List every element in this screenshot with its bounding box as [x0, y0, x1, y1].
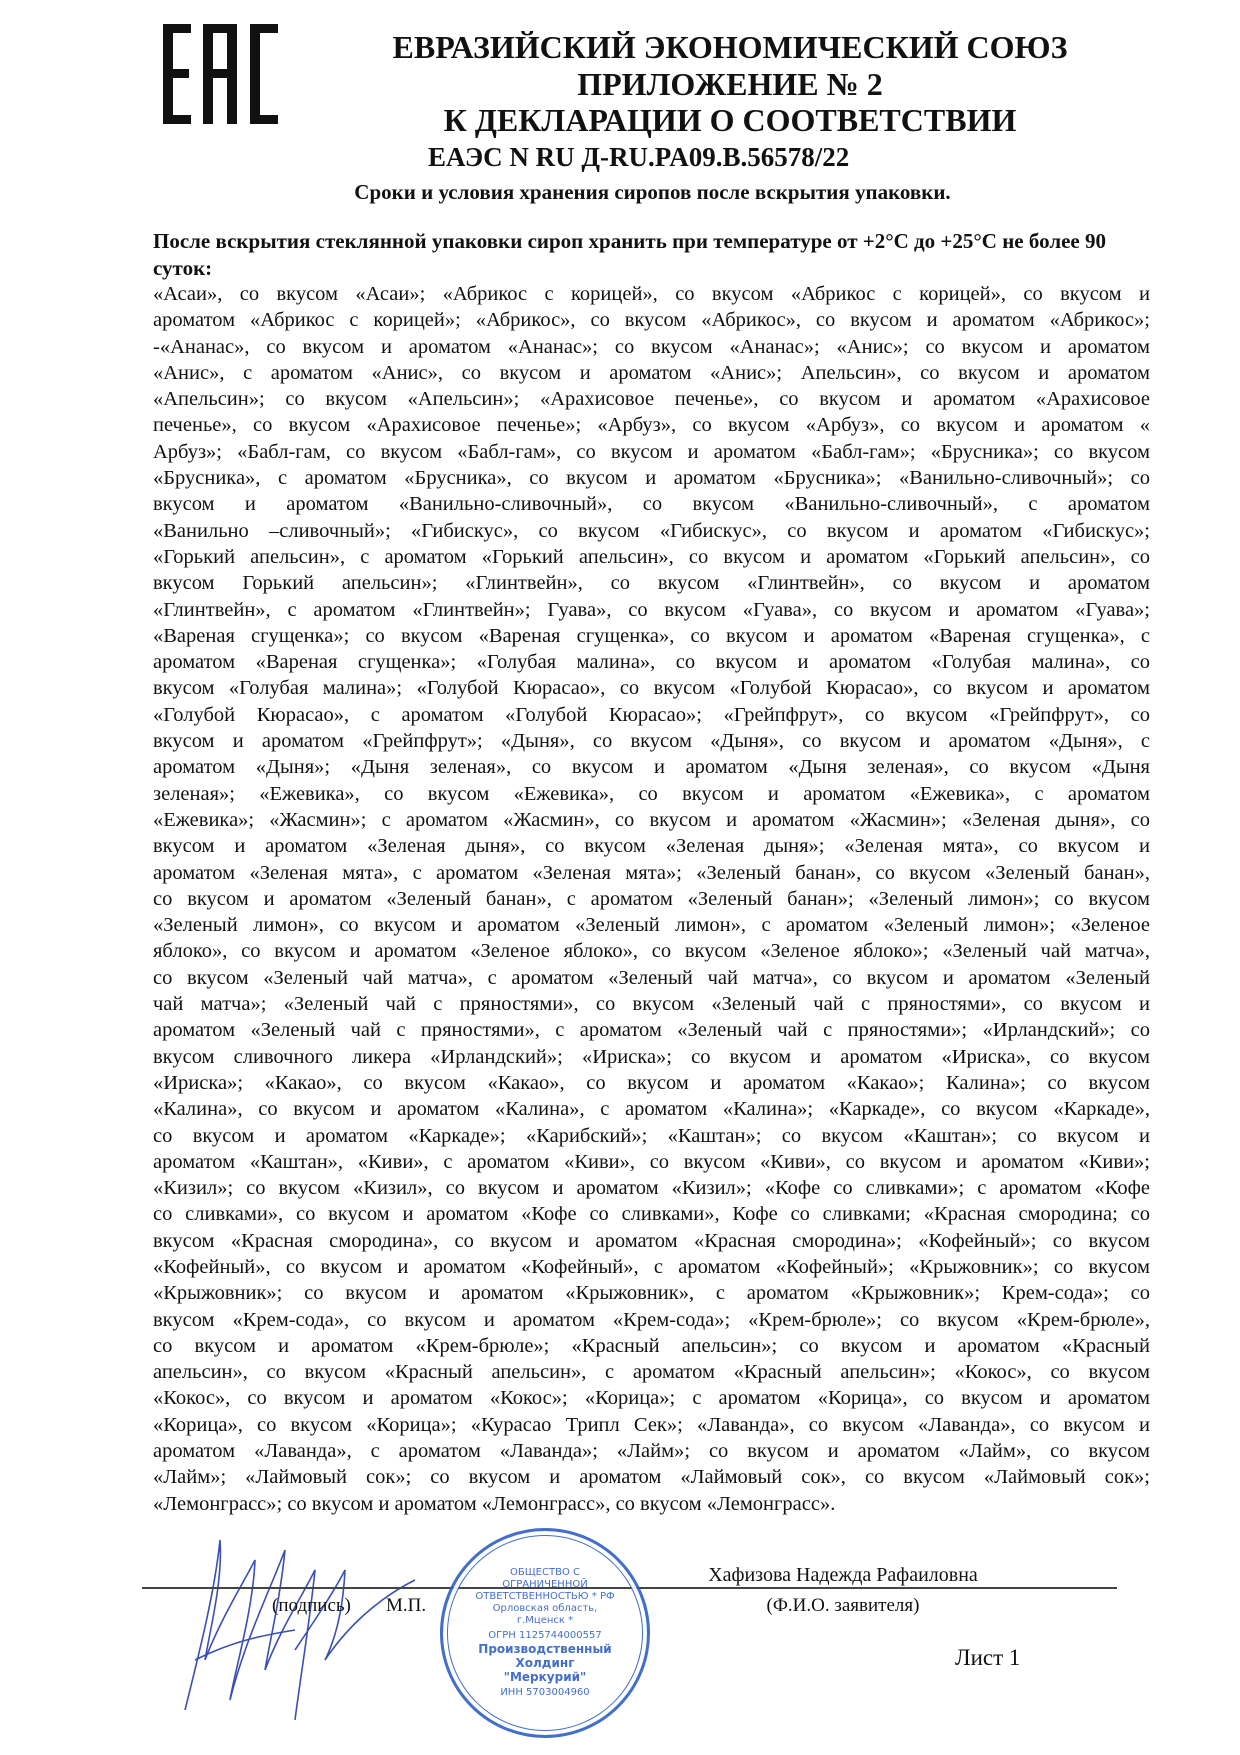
flavor-list-line: апельсин», со вкусом «Красный апельсин», с ароматом «Красный апельсин»; «Кокос», со вкусом	[153, 1361, 1150, 1384]
flavor-list-line: со сливками», со вкусом и ароматом «Кофе со сливками», Кофе со сливками; «Красная смородина; со	[153, 1203, 1150, 1226]
stamp-ogrn: ОГРН 1125744000557	[488, 1630, 602, 1641]
flavor-list-line: «Апельсин»; со вкусом «Апельсин»; «Арахисовое печенье», со вкусом и ароматом «Арахисовое	[153, 388, 1150, 411]
flavor-list-line: «Асаи», со вкусом «Асаи»; «Абрикос с корицей», со вкусом «Абрикос с корицей», со вкусом и	[153, 283, 1150, 305]
flavor-list-line: яблоко», со вкусом и ароматом «Зеленое яблоко», со вкусом «Зеленое яблоко»; «Зеленый чай матча»,	[153, 940, 1150, 963]
flavor-list-line: «Вареная сгущенка»; со вкусом «Вареная сгущенка», со вкусом и ароматом «Вареная сгущенка», с	[153, 624, 1150, 647]
document-content	[153, 228, 1150, 1517]
flavor-list-line: ароматом «Зеленая мята», с ароматом «Зеленая мята»; «Зеленый банан», со вкусом «Зеленый банан»,	[153, 861, 1150, 884]
flavor-list-line: ароматом «Вареная сгущенка»; «Голубая малина», со вкусом и ароматом «Голубая малина», со	[153, 651, 1150, 674]
flavor-list-line: «Ириска»; «Какао», со вкусом «Какао», со вкусом и ароматом «Какао»; Калина»; со вкусом	[153, 1071, 1150, 1094]
flavor-list-line: вкусом и ароматом «Зеленая дыня», со вкусом «Зеленая дыня»; «Зеленая мята», со вкусом и	[153, 835, 1150, 858]
stamp-place-label: М.П.	[386, 1595, 427, 1616]
flavor-list-line: ароматом «Дыня»; «Дыня зеленая», со вкусом и ароматом «Дыня зеленая», со вкусом «Дыня	[153, 756, 1150, 779]
flavor-list-line: со вкусом и ароматом «Зеленый банан», с ароматом «Зеленый банан»; «Зеленый лимон»; со вкусом	[153, 887, 1150, 910]
flavor-list-line: со вкусом и ароматом «Крем-брюле»; «Красный апельсин»; со вкусом и ароматом «Красный	[153, 1334, 1150, 1357]
flavor-list-line: со вкусом и ароматом «Каркаде»; «Карибский»; «Каштан»; со вкусом «Каштан»; со вкусом и	[153, 1124, 1150, 1147]
company-stamp	[440, 1528, 650, 1738]
flavor-list-line: вкусом и ароматом «Грейпфрут»; «Дыня», со вкусом «Дыня», со вкусом и ароматом «Дыня», с	[153, 730, 1150, 753]
flavor-list-line: вкусом «Красная смородина», со вкусом и ароматом «Красная смородина»; «Кофейный»; со вкусом	[153, 1229, 1150, 1252]
flavor-list-line: Арбуз»; «Бабл-гам, со вкусом «Бабл-гам», со вкусом и ароматом «Бабл-гам»; «Брусника»; со вкусом	[153, 440, 1150, 463]
flavor-list-line: «Зеленый лимон», со вкусом и ароматом «Зеленый лимон», с ароматом «Зеленый лимон»; «Зеленое	[153, 914, 1150, 937]
flavor-list-line: «Крыжовник»; со вкусом и ароматом «Крыжовник», с ароматом «Крыжовник»; Крем-сода»; со	[153, 1282, 1150, 1305]
document-subtitle: Сроки и условия хранения сиропов после вскрытия упаковки.	[354, 180, 951, 204]
flavor-list-line: вкусом сливочного ликера «Ирландский»; «Ириска»; со вкусом и ароматом «Ириска», со вкусом	[153, 1045, 1150, 1068]
appendix-title: ПРИЛОЖЕНИЕ № 2	[577, 66, 883, 102]
flavor-list-line: «Голубой Кюрасао», с ароматом «Голубой Кюрасао»; «Грейпфрут», со вкусом «Грейпфрут», со	[153, 703, 1150, 726]
stamp-inn: ИНН 5703004960	[500, 1687, 590, 1698]
declaration-title: К ДЕКЛАРАЦИИ О СООТВЕТСТВИИ	[443, 102, 1017, 138]
flavor-list-line: «Лемонграсс»; со вкусом и ароматом «Лемонграсс», со вкусом «Лемонграсс».	[153, 1492, 836, 1515]
eac-logo	[163, 24, 278, 124]
stamp-outer-text: ОБЩЕСТВО С ОГРАНИЧЕННОЙ ОТВЕТСТВЕННОСТЬЮ * РФ Орловская область, г.Мценск *	[475, 1567, 615, 1626]
flavor-list-line: «Ванильно –сливочный»; «Гибискус», со вкусом «Гибискус», со вкусом и ароматом «Гибискус»;	[153, 519, 1150, 542]
flavor-list-line: «Корица», со вкусом «Корица»; «Курасао Трипл Сек»; «Лаванда», со вкусом «Лаванда», со вкусом и	[153, 1413, 1150, 1436]
flavor-list-line: вкусом «Голубая малина»; «Голубой Кюрасао», со вкусом «Голубой Кюрасао», со вкусом и ароматом	[153, 677, 1150, 700]
signature-label: (подпись)	[272, 1595, 351, 1616]
flavor-list-line: -«Ананас», со вкусом и ароматом «Ананас»; со вкусом «Ананас»; «Анис»; со вкусом и ароматом	[153, 335, 1150, 358]
stamp-center-line3: "Меркурий"	[503, 1670, 587, 1684]
declaration-number: ЕАЭС N RU Д-RU.PA09.B.56578/22	[428, 142, 850, 172]
flavor-list-line: «Кокос», со вкусом и ароматом «Кокос»; «Корица»; с ароматом «Корица», со вкусом и ароматом	[153, 1387, 1150, 1410]
sheet-number: Лист 1	[955, 1645, 1021, 1670]
flavor-list-line: «Кофейный», со вкусом и ароматом «Кофейный», с ароматом «Кофейный»; «Крыжовник»; со вкусом	[153, 1255, 1150, 1278]
flavor-list-line: «Брусника», с ароматом «Брусника», со вкусом и ароматом «Брусника»; «Ванильно-сливочный»; со	[153, 467, 1150, 490]
flavor-list-line: ароматом «Лаванда», с ароматом «Лаванда»; «Лайм»; со вкусом и ароматом «Лайм», со вкусом	[153, 1440, 1150, 1463]
name-label: (Ф.И.О. заявителя)	[766, 1595, 920, 1616]
flavor-list-line: вкусом Горький апельсин»; «Глинтвейн», со вкусом «Глинтвейн», со вкусом и ароматом	[153, 572, 1150, 595]
flavor-list-line: со вкусом «Зеленый чай матча», с ароматом «Зеленый чай матча», со вкусом и ароматом «Зеленый	[153, 966, 1150, 989]
union-title: ЕВРАЗИЙСКИЙ ЭКОНОМИЧЕСКИЙ СОЮЗ	[392, 29, 1068, 65]
flavor-list-line: ароматом «Каштан», «Киви», с ароматом «Киви», со вкусом «Киви», со вкусом и ароматом «Киви»;	[153, 1150, 1150, 1173]
flavor-list-line: вкусом «Крем-сода», со вкусом и ароматом «Крем-сода»; «Крем-брюле»; со вкусом «Крем-брюле»,	[153, 1308, 1150, 1331]
storage-conditions-intro: После вскрытия стеклянной упаковки сироп хранить при температуре от +2°С до +25°С не более 90 суток:	[153, 229, 1106, 280]
flavor-list-line: ароматом «Абрикос с корицей»; «Абрикос», со вкусом «Абрикос», со вкусом и ароматом «Абрикос»;	[153, 309, 1150, 332]
flavor-list-line: вкусом и ароматом «Ванильно-сливочный», со вкусом «Ванильно-сливочный», с ароматом	[153, 493, 1150, 516]
flavor-list-line: печенье», со вкусом «Арахисовое печенье»; «Арбуз», со вкусом «Арбуз», со вкусом и ароматом «	[153, 414, 1150, 437]
flavor-list-line: «Ежевика»; «Жасмин»; с ароматом «Жасмин», со вкусом и ароматом «Жасмин»; «Зеленая дыня», со	[153, 808, 1150, 831]
stamp-center-line2: Холдинг	[515, 1656, 575, 1670]
flavor-list-line: «Лайм»; «Лаймовый сок»; со вкусом и ароматом «Лаймовый сок», со вкусом «Лаймовый сок»;	[153, 1466, 1150, 1489]
flavor-list-line: «Кизил»; со вкусом «Кизил», со вкусом и ароматом «Кизил»; «Кофе со сливками»; с ароматом «Кофе	[153, 1177, 1150, 1200]
flavor-list-line: «Анис», с ароматом «Анис», со вкусом и ароматом «Анис»; Апельсин», со вкусом и ароматом	[153, 361, 1150, 384]
flavor-list-line: зеленая»; «Ежевика», со вкусом «Ежевика», со вкусом и ароматом «Ежевика», с ароматом	[153, 782, 1150, 805]
flavor-list-line: «Калина», со вкусом и ароматом «Калина», с ароматом «Калина»; «Каркаде», со вкусом «Каркаде»,	[153, 1098, 1150, 1121]
flavor-list-line: ароматом «Зеленый чай с пряностями», с ароматом «Зеленый чай с пряностями»; «Ирландский»; со	[153, 1019, 1150, 1042]
flavor-list-line: «Глинтвейн», с ароматом «Глинтвейн»; Гуава», со вкусом «Гуава», со вкусом и ароматом «Гуава»;	[153, 598, 1150, 621]
applicant-name: Хафизова Надежда Рафаиловна	[708, 1564, 978, 1586]
stamp-center-line1: Производственный	[478, 1642, 612, 1656]
flavor-list-line: «Горький апельсин», с ароматом «Горький апельсин», со вкусом и ароматом «Горький апельсин», со	[153, 545, 1150, 568]
flavor-list-line: чай матча»; «Зеленый чай с пряностями», со вкусом «Зеленый чай с пряностями», со вкусом и	[153, 993, 1150, 1016]
flavor-list	[153, 281, 1150, 1517]
